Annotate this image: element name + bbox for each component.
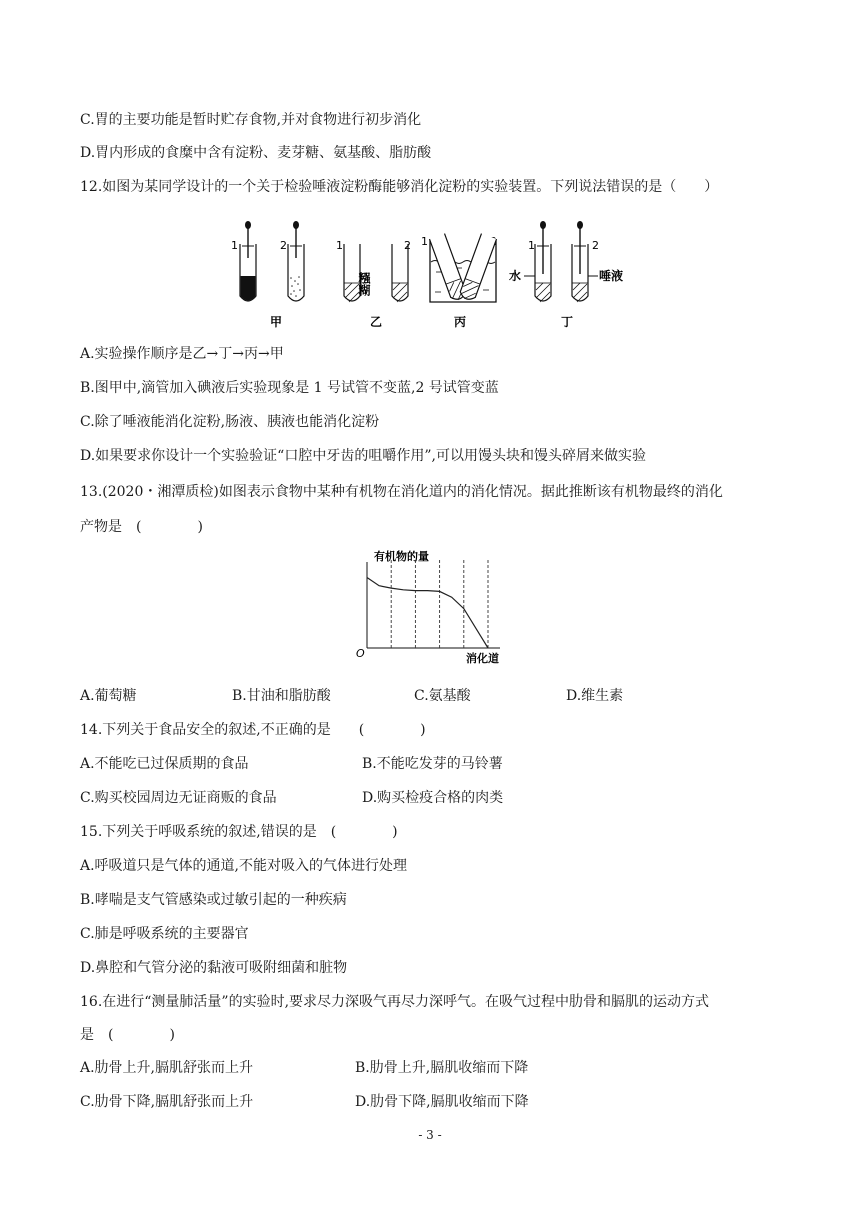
q16-option-d: D.肋骨下降,膈肌收缩而下降	[355, 1094, 529, 1110]
q14-option-b: B.不能吃发芽的马铃薯	[362, 756, 503, 772]
label-2: 2	[280, 239, 287, 252]
label-yi: 乙	[370, 315, 383, 329]
figure-ding	[509, 221, 623, 329]
q15-option-b: B.哮喘是支气管感染或过敏引起的一种疾病	[80, 892, 347, 908]
label-1: 1	[421, 235, 428, 248]
q14-option-c: C.购买校园周边无证商贩的食品	[80, 790, 277, 806]
q11-option-c: C.胃的主要功能是暂时贮存食物,并对食物进行初步消化	[80, 112, 422, 128]
figure-jia	[231, 221, 304, 329]
q16-option-c: C.肋骨下降,膈肌舒张而上升	[80, 1094, 254, 1110]
chart-dividers	[391, 560, 488, 648]
q13-option-b: B.甘油和脂肪酸	[232, 688, 331, 704]
chart-ylabel: 有机物的量	[374, 550, 429, 563]
label-paste: 糨糊	[357, 272, 371, 296]
chart-origin: O	[356, 647, 365, 660]
label-bing: 丙	[454, 315, 467, 329]
q15-option-d: D.鼻腔和气管分泌的黏液可吸附细菌和脏物	[80, 960, 348, 976]
q13-stem-line2: 产物是 ( )	[80, 519, 203, 535]
q12-option-a: A.实验操作顺序是乙→丁→丙→甲	[80, 346, 284, 362]
q15-stem: 15.下列关于呼吸系统的叙述,错误的是 ( )	[80, 824, 398, 840]
q13-option-c: C.氨基酸	[414, 688, 471, 704]
figure-yi	[336, 239, 411, 329]
q12-option-d: D.如果要求你设计一个实验验证“口腔中牙齿的咀嚼作用”,可以用馒头块和馒头碎屑来做实验	[80, 448, 646, 464]
label-1: 1	[336, 239, 343, 252]
q12-experiment-figure	[228, 212, 638, 334]
q12-stem: 12.如图为某同学设计的一个关于检验唾液淀粉酶能够消化淀粉的实验装置。下列说法错误的是（ ）	[80, 179, 719, 195]
q16-option-b: B.肋骨上升,膈肌收缩而下降	[355, 1060, 529, 1076]
label-saliva: 唾液	[599, 269, 624, 283]
q12-option-c: C.除了唾液能消化淀粉,肠液、胰液也能消化淀粉	[80, 414, 380, 430]
label-2: 2	[404, 239, 411, 252]
chart-xlabel: 消化道	[466, 652, 499, 665]
label-1: 1	[528, 239, 535, 252]
label-ding: 丁	[561, 315, 574, 329]
q13-stem-line1: 13.(2020・湘潭质检)如图表示食物中某种有机物在消化道内的消化情况。据此推断该有机物最终的消化	[80, 484, 723, 500]
q14-stem: 14.下列关于食品安全的叙述,不正确的是 ( )	[80, 722, 426, 738]
q13-digestion-chart	[350, 548, 510, 668]
q16-stem-line2: 是 ( )	[80, 1027, 175, 1043]
q13-option-a: A.葡萄糖	[80, 688, 137, 704]
label-1: 1	[231, 239, 238, 252]
figure-bing	[421, 234, 497, 329]
label-2: 2	[592, 239, 599, 252]
q16-option-a: A.肋骨上升,膈肌舒张而上升	[80, 1060, 254, 1076]
q12-option-b: B.图甲中,滴管加入碘液后实验现象是 1 号试管不变蓝,2 号试管变蓝	[80, 380, 499, 396]
q13-option-d: D.维生素	[566, 688, 624, 704]
q11-option-d: D.胃内形成的食糜中含有淀粉、麦芽糖、氨基酸、脂肪酸	[80, 145, 432, 161]
q14-option-d: D.购买检疫合格的肉类	[362, 790, 504, 806]
page-number: - 3 -	[418, 1128, 442, 1142]
q15-option-a: A.呼吸道只是气体的通道,不能对吸入的气体进行处理	[80, 858, 408, 874]
label-water: 水	[509, 269, 522, 283]
q15-option-c: C.肺是呼吸系统的主要器官	[80, 926, 249, 942]
q16-stem-line1: 16.在进行“测量肺活量”的实验时,要求尽力深吸气再尽力深呼气。在吸气过程中肋骨和膈肌的运动方式	[80, 994, 710, 1010]
chart-series-line	[367, 578, 488, 649]
label-jia: 甲	[270, 315, 283, 329]
q14-option-a: A.不能吃已过保质期的食品	[80, 756, 249, 772]
